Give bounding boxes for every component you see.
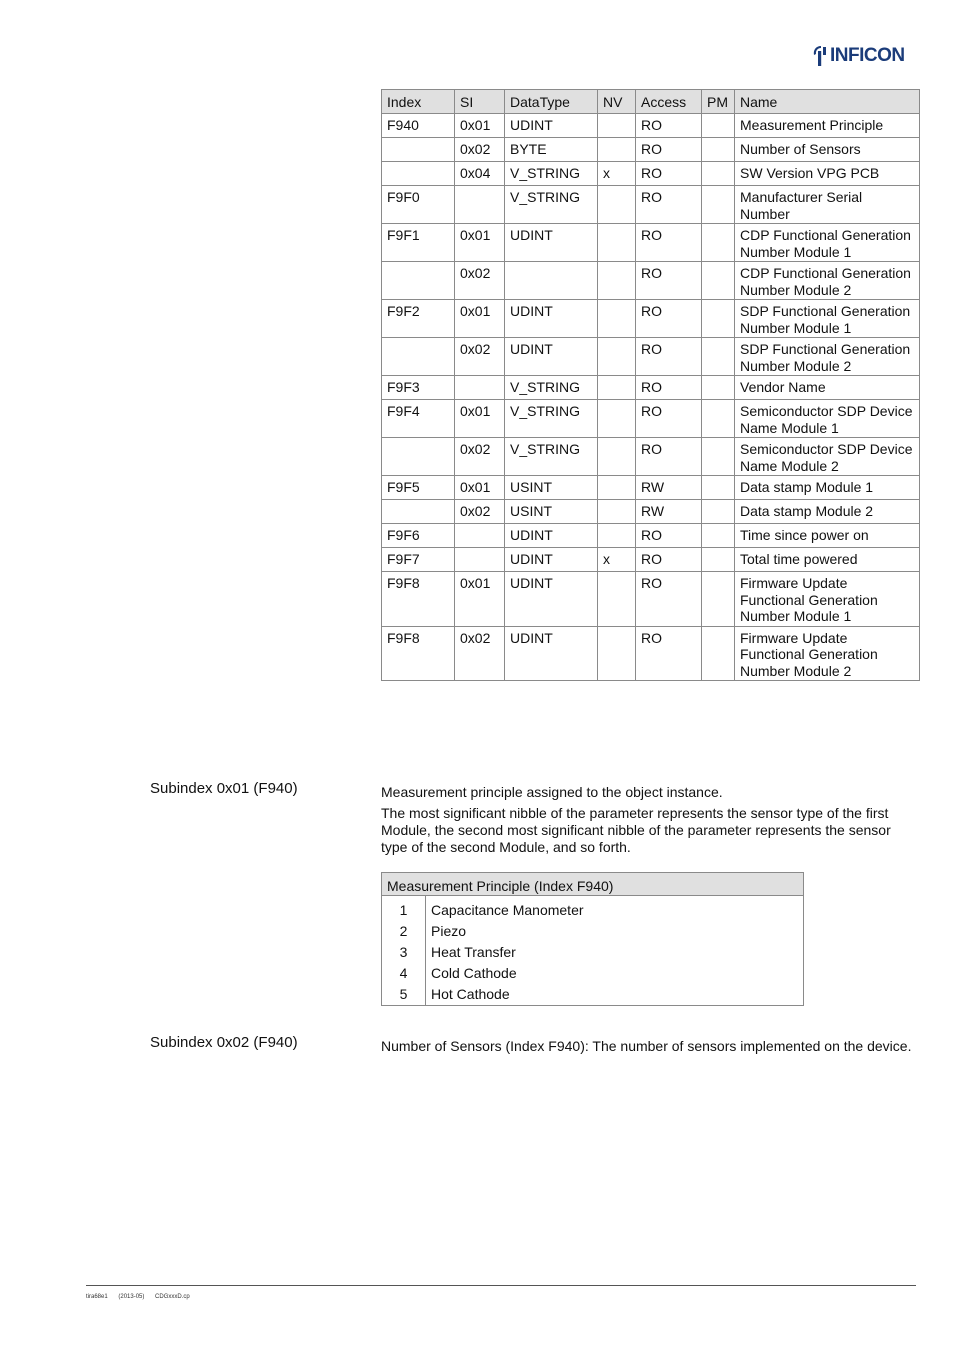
section1-label: Subindex 0x01 (F940) <box>150 780 298 797</box>
mp-label: Heat Transfer <box>426 942 804 963</box>
cell-nv: x <box>598 548 636 572</box>
cell-index: F9F3 <box>382 376 455 400</box>
cell-access: RO <box>636 162 702 186</box>
cell-name: Manufacturer Serial Number <box>735 186 920 224</box>
cell-pm <box>702 572 735 627</box>
footer-doc-code: tira68e1 <box>86 1294 108 1300</box>
cell-si: 0x02 <box>455 338 505 376</box>
table-row <box>382 548 920 572</box>
section2-paragraph: Number of Sensors (Index F940): The number of sensors implemented on the device. <box>381 1038 912 1054</box>
col-header-pm: PM <box>702 90 735 114</box>
mp-code: 4 <box>382 963 426 984</box>
cell-nv <box>598 300 636 338</box>
cell-datatype: UDINT <box>505 572 598 627</box>
cell-datatype: UDINT <box>505 114 598 138</box>
mp-label: Cold Cathode <box>426 963 804 984</box>
cell-name: Data stamp Module 2 <box>735 500 920 524</box>
cell-nv <box>598 476 636 500</box>
cell-access: RW <box>636 500 702 524</box>
cell-si: 0x01 <box>455 476 505 500</box>
cell-access: RO <box>636 572 702 627</box>
cell-datatype: USINT <box>505 476 598 500</box>
cell-pm <box>702 262 735 300</box>
mp-code: 1 <box>382 896 426 922</box>
cell-access: RO <box>636 138 702 162</box>
table-row <box>382 300 920 338</box>
cell-nv <box>598 626 636 681</box>
section1-paragraph-2: The most significant nibble of the parameter represents the sensor type of the first Module, the second most significant nibble of the parameter represents the sensor type of the second Module, and so forth. <box>381 805 891 855</box>
cell-datatype: UDINT <box>505 300 598 338</box>
cell-nv <box>598 186 636 224</box>
cell-datatype: V_STRING <box>505 162 598 186</box>
table-row <box>382 224 920 262</box>
cell-pm <box>702 186 735 224</box>
inficon-logo-icon <box>812 45 828 67</box>
cell-pm <box>702 438 735 476</box>
mp-label: Piezo <box>426 921 804 942</box>
inficon-logo <box>812 44 905 68</box>
cell-nv <box>598 572 636 627</box>
table-row <box>382 186 920 224</box>
cell-datatype: UDINT <box>505 338 598 376</box>
cell-access: RO <box>636 114 702 138</box>
cell-datatype: USINT <box>505 500 598 524</box>
cell-datatype: UDINT <box>505 224 598 262</box>
cell-name: Firmware Update Functional Generation Number Module 1 <box>735 572 920 627</box>
cell-pm <box>702 548 735 572</box>
cell-pm <box>702 500 735 524</box>
table-row <box>382 524 920 548</box>
cell-nv <box>598 138 636 162</box>
cell-datatype: V_STRING <box>505 438 598 476</box>
cell-name: SW Version VPG PCB <box>735 162 920 186</box>
table-row <box>382 476 920 500</box>
cell-si <box>455 186 505 224</box>
list-item <box>382 942 804 963</box>
table-row <box>382 138 920 162</box>
cell-name: Data stamp Module 1 <box>735 476 920 500</box>
cell-datatype: UDINT <box>505 548 598 572</box>
footer-divider <box>86 1285 916 1286</box>
footer <box>86 1294 199 1300</box>
footer-file: CDGxxxD.cp <box>155 1294 190 1300</box>
table-row <box>382 338 920 376</box>
cell-si: 0x02 <box>455 138 505 162</box>
cell-nv <box>598 400 636 438</box>
cell-index <box>382 338 455 376</box>
cell-name: SDP Functional Generation Number Module 2 <box>735 338 920 376</box>
object-table <box>381 89 920 681</box>
cell-nv <box>598 376 636 400</box>
col-header-nv: NV <box>598 90 636 114</box>
cell-nv <box>598 338 636 376</box>
mp-code: 5 <box>382 984 426 1006</box>
cell-pm <box>702 224 735 262</box>
cell-si: 0x02 <box>455 626 505 681</box>
table-row <box>382 626 920 681</box>
cell-name: CDP Functional Generation Number Module 2 <box>735 262 920 300</box>
cell-pm <box>702 376 735 400</box>
cell-si: 0x02 <box>455 500 505 524</box>
cell-nv <box>598 114 636 138</box>
cell-index <box>382 500 455 524</box>
cell-access: RW <box>636 476 702 500</box>
logo-text: INFICON <box>830 45 905 66</box>
cell-si: 0x01 <box>455 300 505 338</box>
cell-datatype: UDINT <box>505 626 598 681</box>
cell-name: Vendor Name <box>735 376 920 400</box>
footer-date: (2013-05) <box>118 1294 145 1300</box>
cell-index: F9F7 <box>382 548 455 572</box>
cell-si: 0x01 <box>455 572 505 627</box>
cell-access: RO <box>636 400 702 438</box>
cell-pm <box>702 400 735 438</box>
cell-si: 0x02 <box>455 438 505 476</box>
cell-datatype: V_STRING <box>505 400 598 438</box>
cell-access: RO <box>636 186 702 224</box>
cell-pm <box>702 300 735 338</box>
cell-name: Measurement Principle <box>735 114 920 138</box>
cell-datatype: V_STRING <box>505 186 598 224</box>
cell-access: RO <box>636 548 702 572</box>
cell-si: 0x01 <box>455 224 505 262</box>
section2-label: Subindex 0x02 (F940) <box>150 1034 298 1051</box>
cell-nv <box>598 224 636 262</box>
table-row <box>382 400 920 438</box>
table-row <box>382 572 920 627</box>
mp-table-title: Measurement Principle (Index F940) <box>382 873 804 896</box>
cell-index: F9F8 <box>382 572 455 627</box>
cell-access: RO <box>636 626 702 681</box>
cell-name: SDP Functional Generation Number Module 1 <box>735 300 920 338</box>
mp-code: 2 <box>382 921 426 942</box>
mp-code: 3 <box>382 942 426 963</box>
col-header-si: SI <box>455 90 505 114</box>
table-row <box>382 438 920 476</box>
object-table-header <box>382 90 920 114</box>
cell-index <box>382 262 455 300</box>
cell-index <box>382 138 455 162</box>
cell-pm <box>702 138 735 162</box>
list-item <box>382 896 804 922</box>
cell-pm <box>702 524 735 548</box>
list-item <box>382 921 804 942</box>
table-row <box>382 162 920 186</box>
cell-name: Time since power on <box>735 524 920 548</box>
cell-name: Semiconductor SDP Device Name Module 2 <box>735 438 920 476</box>
cell-pm <box>702 626 735 681</box>
cell-pm <box>702 338 735 376</box>
list-item <box>382 984 804 1006</box>
cell-si <box>455 548 505 572</box>
cell-si <box>455 524 505 548</box>
cell-name: CDP Functional Generation Number Module 1 <box>735 224 920 262</box>
cell-index: F9F2 <box>382 300 455 338</box>
cell-index: F9F1 <box>382 224 455 262</box>
cell-nv <box>598 438 636 476</box>
cell-access: RO <box>636 338 702 376</box>
cell-index: F9F0 <box>382 186 455 224</box>
cell-si <box>455 376 505 400</box>
cell-nv <box>598 524 636 548</box>
cell-si: 0x01 <box>455 400 505 438</box>
col-header-name: Name <box>735 90 920 114</box>
cell-access: RO <box>636 224 702 262</box>
cell-pm <box>702 476 735 500</box>
cell-index: F9F6 <box>382 524 455 548</box>
cell-datatype <box>505 262 598 300</box>
cell-index: F9F8 <box>382 626 455 681</box>
cell-si: 0x02 <box>455 262 505 300</box>
cell-datatype: V_STRING <box>505 376 598 400</box>
cell-name: Semiconductor SDP Device Name Module 1 <box>735 400 920 438</box>
cell-index: F9F5 <box>382 476 455 500</box>
col-header-datatype: DataType <box>505 90 598 114</box>
col-header-access: Access <box>636 90 702 114</box>
cell-access: RO <box>636 376 702 400</box>
cell-pm <box>702 114 735 138</box>
cell-index <box>382 162 455 186</box>
table-row <box>382 114 920 138</box>
table-row <box>382 262 920 300</box>
measurement-principle-table <box>381 872 804 1006</box>
cell-nv <box>598 262 636 300</box>
mp-label: Hot Cathode <box>426 984 804 1006</box>
cell-name: Number of Sensors <box>735 138 920 162</box>
cell-datatype: BYTE <box>505 138 598 162</box>
cell-nv <box>598 500 636 524</box>
cell-index: F940 <box>382 114 455 138</box>
cell-name: Firmware Update Functional Generation Number Module 2 <box>735 626 920 681</box>
cell-si: 0x04 <box>455 162 505 186</box>
col-header-index: Index <box>382 90 455 114</box>
table-row <box>382 500 920 524</box>
table-row <box>382 376 920 400</box>
cell-access: RO <box>636 300 702 338</box>
cell-index: F9F4 <box>382 400 455 438</box>
cell-name: Total time powered <box>735 548 920 572</box>
cell-index <box>382 438 455 476</box>
cell-access: RO <box>636 438 702 476</box>
cell-datatype: UDINT <box>505 524 598 548</box>
mp-label: Capacitance Manometer <box>426 896 804 922</box>
cell-nv: x <box>598 162 636 186</box>
cell-pm <box>702 162 735 186</box>
cell-access: RO <box>636 262 702 300</box>
cell-access: RO <box>636 524 702 548</box>
list-item <box>382 963 804 984</box>
cell-si: 0x01 <box>455 114 505 138</box>
section1-paragraph-1: Measurement principle assigned to the object instance. <box>381 784 723 800</box>
